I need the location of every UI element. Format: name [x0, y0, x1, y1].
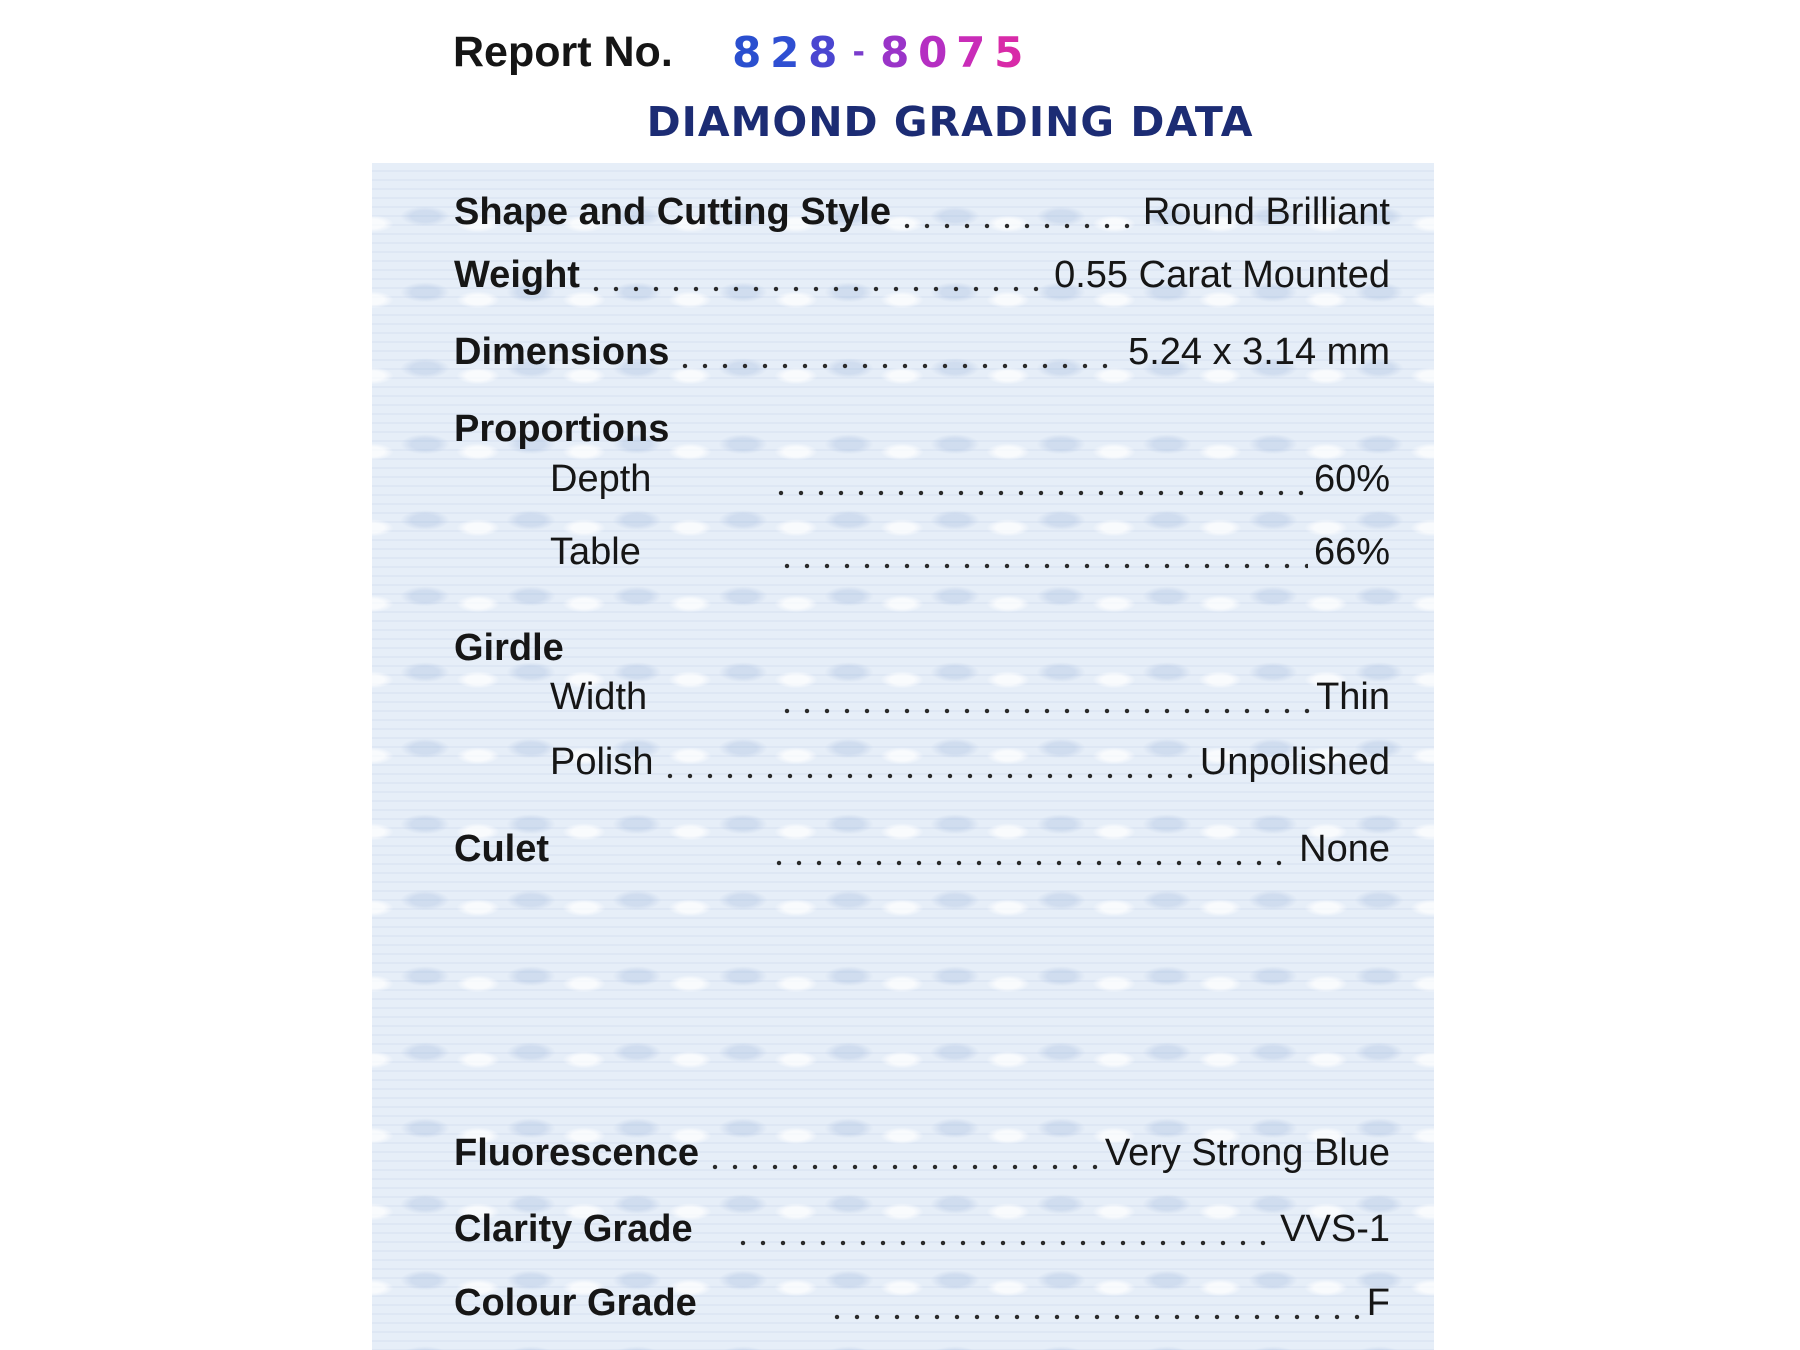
- clarity-grade-row: [454, 1201, 1390, 1257]
- colour-grade-value: F: [1366, 1281, 1390, 1324]
- fluorescence-row: [454, 1125, 1390, 1181]
- dot-leader: [675, 324, 1122, 380]
- fluorescence-label: Fluorescence: [454, 1131, 699, 1174]
- dot-leader: [769, 821, 1293, 877]
- proportions-heading: Proportions: [454, 407, 670, 450]
- girdle-heading: Girdle: [454, 626, 564, 669]
- table-value: 66%: [1313, 530, 1390, 573]
- shape-cutting-style-value: Round Brilliant: [1142, 190, 1390, 233]
- report-digit: -: [852, 34, 865, 70]
- clarity-grade-value: VVS-1: [1280, 1207, 1390, 1250]
- colour-grade-row: [454, 1275, 1390, 1331]
- report-digit: 7: [956, 27, 986, 77]
- dimensions-label: Dimensions: [454, 330, 670, 373]
- table-row: [454, 524, 1390, 580]
- culet-row: [454, 821, 1390, 877]
- weight-row: [454, 247, 1390, 303]
- fluorescence-value: Very Strong Blue: [1104, 1131, 1390, 1174]
- report-digit: 0: [918, 27, 948, 77]
- dot-leader: [705, 1125, 1099, 1181]
- colour-grade-label: Colour Grade: [454, 1281, 697, 1324]
- dot-leader: [771, 451, 1308, 507]
- dot-leader: [827, 1275, 1361, 1331]
- report-digit: 2: [770, 27, 800, 77]
- report-digit: 8: [880, 27, 910, 77]
- culet-value: None: [1299, 827, 1390, 870]
- dot-leader: [660, 734, 1194, 790]
- clarity-grade-label: Clarity Grade: [454, 1207, 693, 1250]
- depth-row: [454, 451, 1390, 507]
- depth-value: 60%: [1313, 457, 1390, 500]
- girdle-polish-label: Polish: [550, 740, 654, 783]
- report-digit: 8: [732, 27, 762, 77]
- depth-label: Depth: [550, 457, 652, 500]
- shape-cutting-style-label: Shape and Cutting Style: [454, 190, 892, 233]
- report-digit: 5: [994, 27, 1024, 77]
- culet-label: Culet: [454, 827, 549, 870]
- weight-label: Weight: [454, 253, 580, 296]
- dot-leader: [777, 669, 1310, 725]
- dot-leader: [897, 184, 1137, 240]
- document-title: DIAMOND GRADING DATA: [646, 98, 1254, 146]
- dot-leader: [586, 247, 1048, 303]
- report-number-line: [453, 20, 1028, 84]
- girdle-polish-value: Unpolished: [1199, 740, 1390, 783]
- girdle-width-row: [454, 669, 1390, 725]
- table-label: Table: [550, 530, 641, 573]
- weight-value: 0.55 Carat Mounted: [1054, 253, 1390, 296]
- report-digit: 8: [808, 27, 838, 77]
- girdle-width-value: Thin: [1316, 675, 1390, 718]
- girdle-width-label: Width: [550, 675, 648, 718]
- dot-leader: [777, 524, 1308, 580]
- dimensions-row: [454, 324, 1390, 380]
- dimensions-value: 5.24 x 3.14 mm: [1128, 330, 1390, 373]
- dot-leader: [733, 1201, 1275, 1257]
- report-number-label: Report No.: [453, 27, 673, 76]
- girdle-polish-row: [454, 734, 1390, 790]
- shape-cutting-style-row: [454, 184, 1390, 240]
- report-number-value: [728, 28, 1028, 77]
